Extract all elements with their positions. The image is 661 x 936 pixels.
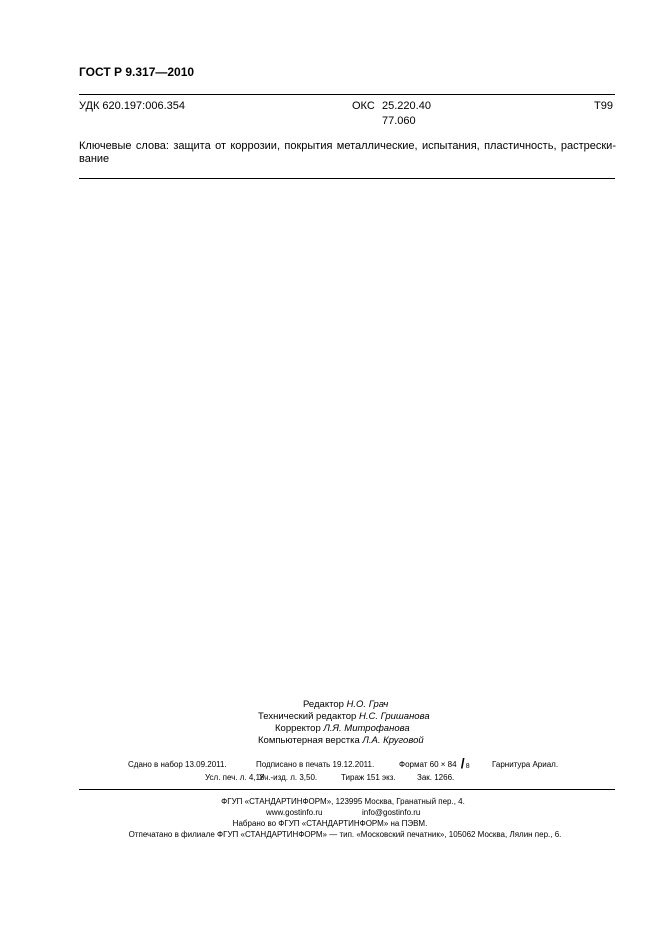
editor-line — [303, 699, 388, 710]
proofreader-label: Корректор — [275, 723, 321, 734]
format-fraction: / 8 — [460, 755, 470, 771]
oks-code-2: 77.060 — [382, 115, 416, 127]
printed-note: Отпечатано в филиале ФГУП «СТАНДАРТИНФОРМ» — тип. «Московский печатник», 105062 Москва, Лялин пер., 6. — [128, 830, 562, 839]
oks-code-1: 25.220.40 — [382, 100, 431, 112]
document-title: ГОСТ Р 9.317—2010 — [79, 65, 195, 79]
format-fraction-denominator: 8 — [465, 763, 470, 770]
format-info — [399, 755, 471, 771]
layout-line — [258, 735, 424, 746]
print-run: Тираж 151 экз. — [341, 773, 396, 782]
udk-code: УДК 620.197:006.354 — [79, 100, 185, 112]
publisher-website[interactable]: www.gostinfo.ru — [266, 808, 323, 817]
print-info-rule — [79, 789, 615, 790]
print-sheets: Усл. печ. л. 4,18. — [205, 773, 267, 782]
keywords-rule — [79, 178, 615, 179]
proofreader-name: Л.Я. Митрофанова — [323, 723, 410, 734]
signed-date: Подписано в печать 19.12.2011. — [256, 760, 375, 769]
publisher-address: ФГУП «СТАНДАРТИНФОРМ», 123995 Москва, Гранатный пер., 4. — [221, 797, 465, 806]
tech-editor-label: Технический редактор — [258, 711, 357, 722]
typeset-note: Набрано во ФГУП «СТАНДАРТИНФОРМ» на ПЭВМ. — [232, 819, 428, 828]
publication-sheets: Уч.-изд. л. 3,50. — [259, 773, 318, 782]
publisher-email[interactable]: info@gostinfo.ru — [362, 808, 421, 817]
tech-editor-name: Н.С. Гришанова — [358, 711, 430, 722]
t-code: Т99 — [594, 100, 613, 112]
editor-label: Редактор — [303, 699, 344, 710]
order-number: Зак. 1266. — [417, 773, 455, 782]
layout-name: Л.А. Круговой — [362, 735, 424, 746]
layout-label: Компьютерная верстка — [258, 735, 360, 746]
submitted-date: Сдано в набор 13.09.2011. — [128, 760, 227, 769]
editor-name: Н.О. Грач — [346, 699, 389, 710]
header-rule — [79, 94, 615, 95]
format-label: Формат 60 × 84 — [399, 760, 457, 770]
keywords-text: Ключевые слова: защита от коррозии, покрытия металлические, испытания, пластичность, растрески-вание — [79, 140, 616, 165]
oks-label: ОКС — [352, 100, 375, 112]
tech-editor-line — [258, 711, 430, 722]
font-info: Гарнитура Ариал. — [492, 760, 559, 769]
proofreader-line — [275, 723, 410, 734]
